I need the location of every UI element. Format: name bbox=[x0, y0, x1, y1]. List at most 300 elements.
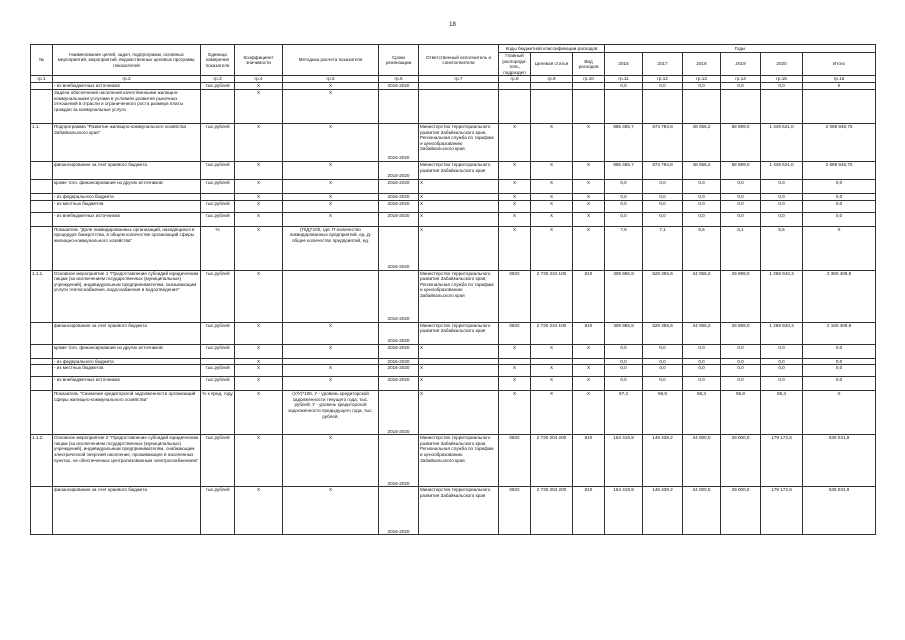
table-cell: 309 965,8 bbox=[605, 270, 643, 322]
table-cell: Х bbox=[531, 123, 573, 161]
table-cell: 1.1.2. bbox=[31, 435, 53, 487]
table-cell: тыс.рублей bbox=[201, 179, 235, 193]
table-cell: тыс.рублей bbox=[201, 322, 235, 344]
table-cell: 1.1.1. bbox=[31, 270, 53, 322]
table-row bbox=[31, 193, 876, 200]
header-vr: Вид расходов bbox=[573, 53, 605, 76]
table-row bbox=[31, 358, 876, 365]
table-cell: 810 bbox=[573, 435, 605, 487]
column-number-cell: гр.1 bbox=[31, 76, 53, 83]
table-cell: тыс.рублей bbox=[201, 200, 235, 212]
table-cell: 29 000,0 bbox=[721, 487, 761, 535]
table-cell: 2016-2020 bbox=[379, 226, 419, 270]
table-cell: 179 172,8 bbox=[761, 435, 803, 487]
table-cell: 0,0 bbox=[803, 365, 876, 377]
header-name: Наименование целей, задач, подпрограмм, основных мероприятий, мероприятий, ведомственных целевых программ, показателей bbox=[53, 45, 201, 76]
table-cell: % bbox=[201, 226, 235, 270]
table-cell bbox=[201, 89, 235, 123]
table-cell: финансирование за счет краевого бюджета bbox=[53, 487, 201, 535]
table-cell bbox=[531, 83, 573, 90]
table-cell: 674 794,8 bbox=[643, 123, 683, 161]
table-cell: 0,0 bbox=[721, 193, 761, 200]
header-grbs: Главный распоряди-тель, подраздел bbox=[499, 53, 531, 76]
table-cell: 0,0 bbox=[761, 344, 803, 358]
header-2018: 2018 bbox=[683, 53, 721, 76]
table-cell: 0502 bbox=[499, 322, 531, 344]
table-cell: Х bbox=[531, 193, 573, 200]
table-row bbox=[31, 487, 876, 535]
table-cell: Министерство территориального развития Забайкальского края bbox=[419, 161, 499, 179]
table-cell: Х bbox=[283, 89, 379, 123]
table-cell: 7,6 bbox=[605, 226, 643, 270]
table-cell: 48 056,2 bbox=[683, 123, 721, 161]
table-cell: 2016-2020 bbox=[379, 212, 419, 226]
table-cell: тыс.рублей bbox=[201, 161, 235, 179]
table-cell bbox=[499, 358, 531, 365]
table-cell: 0,0 bbox=[761, 193, 803, 200]
table-row bbox=[31, 200, 876, 212]
table-cell: Х bbox=[283, 435, 379, 487]
table-cell: 179 172,8 bbox=[761, 487, 803, 535]
table-cell: 0,0 bbox=[683, 377, 721, 391]
table-cell: Х bbox=[531, 200, 573, 212]
header-codes: Коды бюджетной классификации расходов bbox=[499, 45, 605, 53]
table-cell: 2016-2020 bbox=[379, 365, 419, 377]
table-cell: Х bbox=[419, 226, 499, 270]
table-cell: кроме того, финансирование из других источников: bbox=[53, 344, 201, 358]
table-cell: Х bbox=[531, 391, 573, 435]
table-row bbox=[31, 322, 876, 344]
column-number-cell: гр.16 bbox=[803, 76, 876, 83]
column-number-row bbox=[31, 76, 876, 83]
header-method: Методика расчета показателя bbox=[283, 45, 379, 76]
table-cell bbox=[419, 358, 499, 365]
column-number-cell: гр.15 bbox=[761, 76, 803, 83]
table-cell: 0,0 bbox=[605, 377, 643, 391]
table-cell bbox=[605, 89, 643, 123]
table-cell: 0,0 bbox=[683, 344, 721, 358]
table-cell bbox=[573, 83, 605, 90]
table-cell: 2 730 234 100 bbox=[531, 270, 573, 322]
table-row bbox=[31, 179, 876, 193]
table-row bbox=[31, 161, 876, 179]
table-cell: 0,0 bbox=[605, 179, 643, 193]
table-cell: 810 bbox=[573, 487, 605, 535]
table-cell: Х bbox=[235, 487, 283, 535]
table-cell bbox=[499, 83, 531, 90]
table-cell bbox=[31, 83, 53, 90]
table-cell: Х bbox=[235, 344, 283, 358]
table-row bbox=[31, 123, 876, 161]
page-number: 18 bbox=[449, 22, 456, 28]
table-cell: 2016-2020 bbox=[379, 179, 419, 193]
table-cell: Министерство территориального развития Забайкальского края, Региональная служба по тарифам и ценообразованию Забайкальского края bbox=[419, 123, 499, 161]
header-years: Годы bbox=[605, 45, 876, 53]
table-cell: 0,0 bbox=[643, 377, 683, 391]
table-cell: Х bbox=[573, 123, 605, 161]
table-cell: 6,6 bbox=[683, 226, 721, 270]
header-unit: Единица измерения показателя bbox=[201, 45, 235, 76]
column-number-cell: гр.9 bbox=[531, 76, 573, 83]
table-cell: Х bbox=[283, 179, 379, 193]
table-cell bbox=[721, 89, 761, 123]
table-cell: Х bbox=[419, 365, 499, 377]
table-cell: 0,0 bbox=[605, 193, 643, 200]
table-cell: 96,3 bbox=[683, 391, 721, 435]
table-cell: 95,3 bbox=[761, 391, 803, 435]
table-cell: Х bbox=[235, 435, 283, 487]
table-cell: - из внебюджетных источников bbox=[53, 212, 201, 226]
table-cell: тыс.рублей bbox=[201, 270, 235, 322]
table-cell bbox=[201, 193, 235, 200]
table-cell: Х bbox=[803, 391, 876, 435]
header-responsible: Ответственный исполнитель и соисполнители bbox=[419, 45, 499, 76]
table-cell: 29 000,0 bbox=[721, 435, 761, 487]
table-cell: 0,0 bbox=[803, 179, 876, 193]
table-cell: тыс.рублей bbox=[201, 487, 235, 535]
table-cell: 154 419,9 bbox=[605, 487, 643, 535]
table-cell: 0,0 bbox=[605, 358, 643, 365]
table-cell: Х bbox=[499, 365, 531, 377]
table-cell: Х bbox=[235, 226, 283, 270]
table-cell: Х bbox=[573, 377, 605, 391]
table-cell: 0,0 bbox=[683, 193, 721, 200]
table-cell bbox=[803, 89, 876, 123]
table-cell: - из федерального бюджета bbox=[53, 358, 201, 365]
table-cell: 0,0 bbox=[605, 344, 643, 358]
table-cell: тыс.рублей bbox=[201, 212, 235, 226]
table-cell: 0502 bbox=[499, 435, 531, 487]
table-cell: 29 989,0 bbox=[721, 270, 761, 322]
table-cell: 1 449 621,0 bbox=[761, 161, 803, 179]
table-cell: Х bbox=[419, 377, 499, 391]
table-cell bbox=[31, 161, 53, 179]
table-cell: 0,0 bbox=[761, 83, 803, 90]
table-cell: 0,0 bbox=[643, 358, 683, 365]
table-cell: 0,0 bbox=[643, 200, 683, 212]
table-cell: 154 419,9 bbox=[605, 435, 643, 487]
table-cell: 0502 bbox=[499, 487, 531, 535]
table-cell: 2016-2020 bbox=[379, 193, 419, 200]
table-cell bbox=[573, 89, 605, 123]
table-cell: Х bbox=[573, 161, 605, 179]
table-cell: - из внебюджетных источников bbox=[53, 83, 201, 90]
table-cell: Х bbox=[499, 179, 531, 193]
column-number-cell: гр.3 bbox=[201, 76, 235, 83]
table-cell: 95,8 bbox=[721, 391, 761, 435]
table-cell: тыс.рублей bbox=[201, 123, 235, 161]
table-cell: 1 268 943,3 bbox=[761, 322, 803, 344]
table-cell bbox=[31, 391, 53, 435]
table-cell: Х bbox=[283, 365, 379, 377]
table-cell: Х bbox=[499, 377, 531, 391]
header-num: № bbox=[31, 45, 53, 76]
table-row bbox=[31, 212, 876, 226]
table-cell: Х bbox=[419, 200, 499, 212]
column-number-cell: гр.11 bbox=[605, 76, 643, 83]
table-cell: 0,0 bbox=[683, 365, 721, 377]
table-cell: 309 965,8 bbox=[605, 322, 643, 344]
header-2020: 2020 bbox=[761, 53, 803, 76]
table-row bbox=[31, 270, 876, 322]
table-cell: 0,0 bbox=[605, 200, 643, 212]
table-cell: Х bbox=[283, 212, 379, 226]
table-cell bbox=[531, 358, 573, 365]
table-cell: 24 056,2 bbox=[683, 322, 721, 344]
table-cell: 0,0 bbox=[721, 377, 761, 391]
table-cell bbox=[31, 487, 53, 535]
table-cell: - из местных бюджетов bbox=[53, 200, 201, 212]
header-coef: Коэффициент значимости bbox=[235, 45, 283, 76]
table-cell: Х bbox=[531, 212, 573, 226]
table-cell bbox=[31, 365, 53, 377]
table-cell: Министерство территориального развития Забайкальского края, Региональная служба по тарифам и ценообразованию Забайкальского края bbox=[419, 435, 499, 487]
table-cell: 810 bbox=[573, 270, 605, 322]
table-cell: 2 696 946,70 bbox=[803, 161, 876, 179]
table-cell: 2 730 234 100 bbox=[531, 322, 573, 344]
table-cell: 146 439,2 bbox=[643, 487, 683, 535]
table-header bbox=[31, 45, 876, 83]
table-cell: 0,0 bbox=[721, 365, 761, 377]
header-2019: 2019 bbox=[721, 53, 761, 76]
table-cell: 1 268 943,3 bbox=[761, 270, 803, 322]
table-cell: 2016-2020 bbox=[379, 391, 419, 435]
table-cell: 2 730 204 200 bbox=[531, 435, 573, 487]
table-cell: 0,0 bbox=[605, 365, 643, 377]
table-row bbox=[31, 377, 876, 391]
table-cell bbox=[683, 89, 721, 123]
table-cell: 2016-2020 bbox=[379, 83, 419, 90]
table-cell: Х bbox=[235, 123, 283, 161]
table-cell: 0,0 bbox=[761, 179, 803, 193]
table-cell bbox=[31, 226, 53, 270]
table-cell: Х bbox=[419, 212, 499, 226]
table-cell: - из внебюджетных источников bbox=[53, 377, 201, 391]
table-row bbox=[31, 226, 876, 270]
table-cell: 146 439,2 bbox=[643, 435, 683, 487]
table-cell: % к пред. году bbox=[201, 391, 235, 435]
table-cell: 5,6 bbox=[761, 226, 803, 270]
table-cell: 2016-2020 bbox=[379, 344, 419, 358]
table-cell: 0,0 bbox=[605, 212, 643, 226]
table-cell: финансирование за счет краевого бюджета bbox=[53, 322, 201, 344]
table-cell: Х bbox=[499, 344, 531, 358]
table-cell: 48 056,2 bbox=[683, 161, 721, 179]
table-cell: Х bbox=[235, 89, 283, 123]
table-cell: тыс.рублей bbox=[201, 365, 235, 377]
table-cell: Х bbox=[573, 179, 605, 193]
table-cell: 0 bbox=[803, 83, 876, 90]
table-cell: Х bbox=[283, 344, 379, 358]
table-cell: 0,0 bbox=[643, 365, 683, 377]
table-cell: 2 730 204 200 bbox=[531, 487, 573, 535]
table-cell: - из местных бюджетов bbox=[53, 365, 201, 377]
table-cell: 528 355,6 bbox=[643, 322, 683, 344]
table-cell bbox=[761, 89, 803, 123]
table-cell: 24 000,0 bbox=[683, 487, 721, 535]
table-cell: Х bbox=[573, 226, 605, 270]
table-cell: 2016-2020 bbox=[379, 123, 419, 161]
table-cell: Основное мероприятие 1 "Предоставление субсидий юридическим лицам (за исключением государственных (муниципальных) учреждений), индивидуальным предпринимателям, оказывающим услуги теплоснабжения, водоснабжения и водоотведения" bbox=[53, 270, 201, 322]
table-cell bbox=[283, 358, 379, 365]
table-cell: Х bbox=[235, 179, 283, 193]
table-cell: 6,1 bbox=[721, 226, 761, 270]
table-cell: 0,0 bbox=[803, 377, 876, 391]
table-cell: Х bbox=[573, 212, 605, 226]
table-cell: 0,0 bbox=[643, 193, 683, 200]
table-cell: 535 031,9 bbox=[803, 435, 876, 487]
table-cell: Х bbox=[235, 322, 283, 344]
header-2016: 2016 bbox=[605, 53, 643, 76]
table-cell: Х bbox=[235, 193, 283, 200]
table-cell: Х bbox=[573, 365, 605, 377]
column-number-cell: гр.6 bbox=[379, 76, 419, 83]
table-cell: 0,0 bbox=[721, 179, 761, 193]
table-cell bbox=[573, 358, 605, 365]
table-cell: 97,3 bbox=[605, 391, 643, 435]
column-number-cell: гр.10 bbox=[573, 76, 605, 83]
table-cell: Х bbox=[283, 377, 379, 391]
header-total: Итого bbox=[803, 53, 876, 76]
table-row bbox=[31, 344, 876, 358]
column-number-cell: гр.7 bbox=[419, 76, 499, 83]
table-cell: Х bbox=[573, 391, 605, 435]
table-cell: Х bbox=[235, 270, 283, 322]
column-number-cell: гр.12 bbox=[643, 76, 683, 83]
table-cell: Х bbox=[573, 193, 605, 200]
column-number-cell: гр.2 bbox=[53, 76, 201, 83]
table-cell: 24 000,0 bbox=[683, 435, 721, 487]
table-cell: 58 989,0 bbox=[721, 161, 761, 179]
table-cell bbox=[31, 200, 53, 212]
table-cell: Основное мероприятие 2 "Предоставление субсидий юридическим лицам (за исключением государственных (муниципальных) учреждений), индивидуальным предпринимателям, снабжающим электрической энергией население, проживающее в населенных пунктах, не обеспеченных централизованным электроснабжением" bbox=[53, 435, 201, 487]
table-cell bbox=[201, 358, 235, 365]
table-cell: Х bbox=[235, 391, 283, 435]
table-cell: Х bbox=[283, 193, 379, 200]
table-cell: Х bbox=[499, 391, 531, 435]
table-cell: Министерство территориального развития Забайкальского края bbox=[419, 487, 499, 535]
table-cell: 0,0 bbox=[803, 344, 876, 358]
column-number-cell: гр.13 bbox=[683, 76, 721, 83]
table-cell: 0,0 bbox=[643, 212, 683, 226]
table-cell: 24 056,2 bbox=[683, 270, 721, 322]
table-cell: Х bbox=[499, 200, 531, 212]
table-cell: Х bbox=[235, 377, 283, 391]
table-cell: Х bbox=[419, 179, 499, 193]
table-cell: - из федерального бюджета bbox=[53, 193, 201, 200]
table-cell: Х bbox=[531, 161, 573, 179]
column-number-cell: гр.4 bbox=[235, 76, 283, 83]
table-cell: 0,0 bbox=[761, 358, 803, 365]
table-cell: 965 485,7 bbox=[605, 161, 643, 179]
table-cell: 2016-2020 bbox=[379, 435, 419, 487]
table-row bbox=[31, 435, 876, 487]
table-row bbox=[31, 391, 876, 435]
table-cell: Х bbox=[499, 193, 531, 200]
table-cell: (У/У)*100, У - уровень кредиторской задолженности текущего года, тыс. рублей; У - уровень кредиторской задолженности предыдущего года, тыс. рублей. bbox=[283, 391, 379, 435]
table-cell: Х bbox=[573, 200, 605, 212]
table-cell bbox=[31, 212, 53, 226]
table-cell: Х bbox=[531, 377, 573, 391]
table-cell bbox=[31, 89, 53, 123]
table-cell: Х bbox=[531, 179, 573, 193]
table-cell: 0,0 bbox=[761, 200, 803, 212]
header-term: Сроки реализации bbox=[379, 45, 419, 76]
table-cell: Задача обеспечения населения качественными жилищно-коммунальными услугами в условиях развития рыночных отношений в отрасли и ограниченного роста размера платы граждан за коммунальные услуги bbox=[53, 89, 201, 123]
table-cell bbox=[31, 377, 53, 391]
table-cell: Показатель "Доля ликвидированных организаций, находящихся в процедуре банкротства, в общем количестве организаций сферы жилищно-коммунального хозяйства" bbox=[53, 226, 201, 270]
table-cell: Подпрограмма "Развитие жилищно-коммунального хозяйства Забайкальского края" bbox=[53, 123, 201, 161]
table-cell: Х bbox=[235, 365, 283, 377]
table-cell: 674 794,8 bbox=[643, 161, 683, 179]
table-cell: Х bbox=[499, 226, 531, 270]
table-cell: Х bbox=[803, 226, 876, 270]
table-cell: 2016-2020 bbox=[379, 358, 419, 365]
table-cell: тыс.рублей bbox=[201, 435, 235, 487]
table-cell: 0,0 bbox=[643, 83, 683, 90]
table-cell: 2 360 409,9 bbox=[803, 270, 876, 322]
table-cell: Х bbox=[499, 212, 531, 226]
table-cell bbox=[419, 83, 499, 90]
table-cell: 0,0 bbox=[605, 83, 643, 90]
table-cell: 2016-2020 bbox=[379, 322, 419, 344]
header-2017: 2017 bbox=[643, 53, 683, 76]
table-cell: 58 989,0 bbox=[721, 123, 761, 161]
table-cell: Х bbox=[235, 200, 283, 212]
table-cell: 2016-2020 bbox=[379, 161, 419, 179]
table-cell: Х bbox=[573, 344, 605, 358]
table-cell: 0,0 bbox=[761, 212, 803, 226]
table-cell bbox=[419, 89, 499, 123]
table-cell: 0,0 bbox=[721, 212, 761, 226]
table-cell: Х bbox=[419, 344, 499, 358]
table-cell: (П/Д)*100, где: П-количество ликвидированных предприятий, ед. Д-общее количество предприятий, ед. bbox=[283, 226, 379, 270]
column-number-cell: гр.5 bbox=[283, 76, 379, 83]
table-cell: 2016-2020 bbox=[379, 270, 419, 322]
table-cell: 0,0 bbox=[683, 200, 721, 212]
budget-table bbox=[30, 44, 876, 535]
table-cell: 29 989,0 bbox=[721, 322, 761, 344]
table-cell: Х bbox=[283, 487, 379, 535]
table-cell: Х bbox=[531, 365, 573, 377]
table-cell: 2 096 946,70 bbox=[803, 123, 876, 161]
table-cell: Х bbox=[499, 161, 531, 179]
table-cell: Х bbox=[419, 193, 499, 200]
table-cell: Х bbox=[283, 200, 379, 212]
column-number-cell: гр.8 bbox=[499, 76, 531, 83]
table-cell: 535 031,9 bbox=[803, 487, 876, 535]
table-cell: Министерство территориального развития Забайкальского края bbox=[419, 322, 499, 344]
table-cell: 0,0 bbox=[683, 179, 721, 193]
table-cell: Показатель "Снижение кредиторской задолженности организаций сферы жилищно-коммунального хозяйства" bbox=[53, 391, 201, 435]
table-cell bbox=[379, 89, 419, 123]
table-cell: 0,0 bbox=[803, 212, 876, 226]
table-cell: 7,1 bbox=[643, 226, 683, 270]
table-cell bbox=[499, 89, 531, 123]
table-cell: 0502 bbox=[499, 270, 531, 322]
table-cell: Х bbox=[235, 212, 283, 226]
table-cell: 0,0 bbox=[721, 83, 761, 90]
table-cell: Х bbox=[235, 161, 283, 179]
table-cell: 0,0 bbox=[803, 358, 876, 365]
table-cell: 0,0 bbox=[761, 377, 803, 391]
table-cell: 965 485,7 bbox=[605, 123, 643, 161]
table-cell: 2016-2020 bbox=[379, 377, 419, 391]
table-cell: 1 449 621,0 bbox=[761, 123, 803, 161]
table-cell: 0,0 bbox=[683, 358, 721, 365]
table-cell bbox=[31, 179, 53, 193]
table-row bbox=[31, 365, 876, 377]
